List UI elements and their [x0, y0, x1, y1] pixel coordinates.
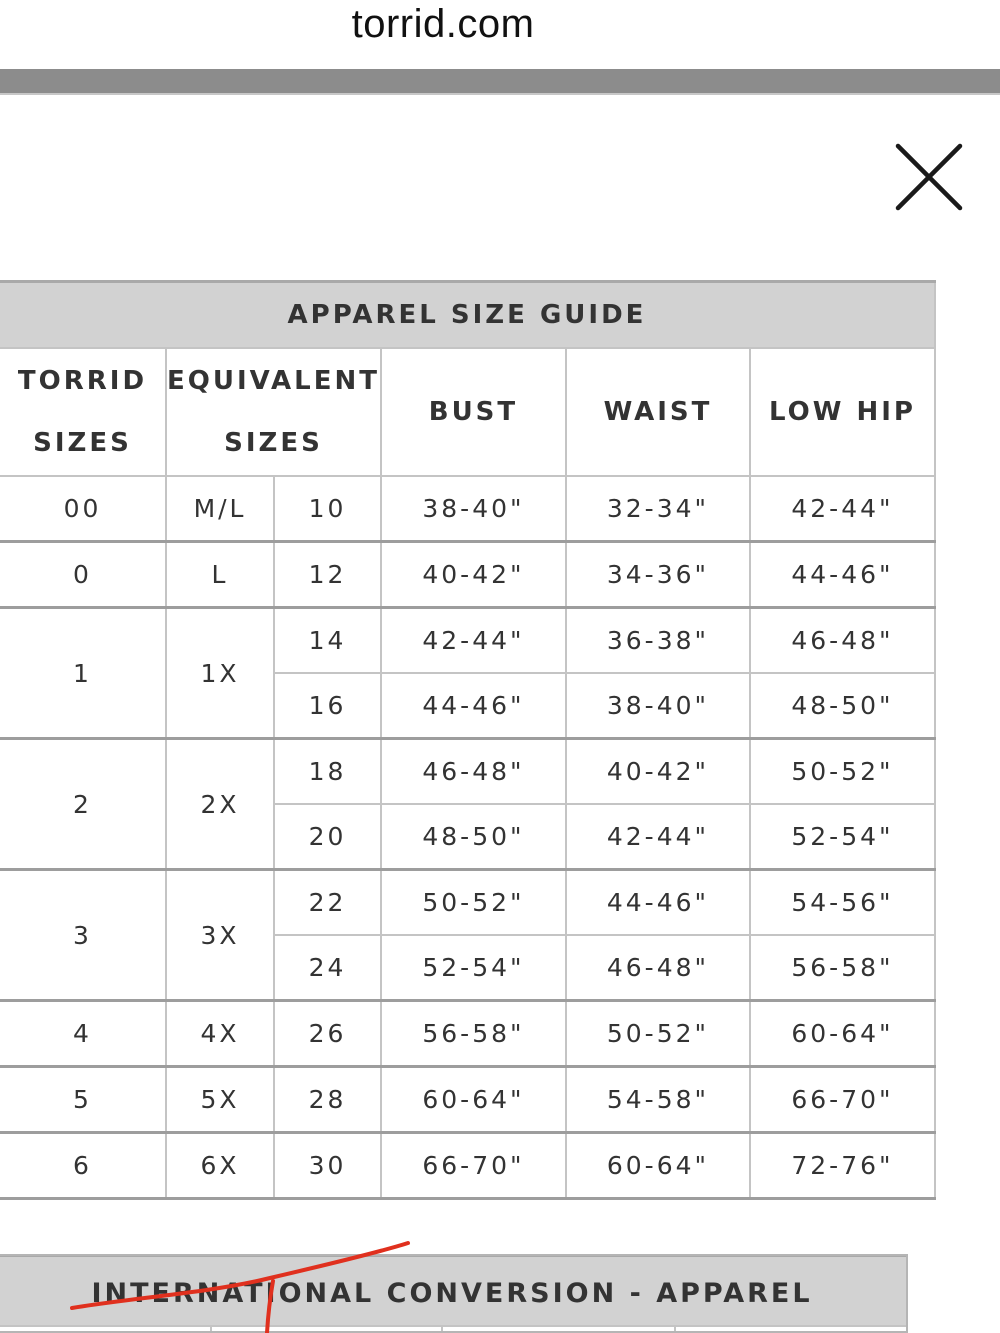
- low-hip-cell: 60-64": [750, 1001, 935, 1067]
- alpha-size-cell: 3X: [166, 870, 274, 1001]
- numeric-size-cell: 20: [274, 804, 381, 870]
- alpha-size-cell: 1X: [166, 608, 274, 739]
- torrid-size-cell: 2: [0, 739, 166, 870]
- waist-cell: 44-46": [566, 870, 750, 936]
- alpha-size-cell: 2X: [166, 739, 274, 870]
- low-hip-cell: 44-46": [750, 542, 935, 608]
- low-hip-cell: 50-52": [750, 739, 935, 805]
- low-hip-cell: 52-54": [750, 804, 935, 870]
- waist-cell: 40-42": [566, 739, 750, 805]
- table-row: [0, 1001, 935, 1067]
- torrid-size-cell: 3: [0, 870, 166, 1001]
- alpha-size-cell: 5X: [166, 1067, 274, 1133]
- bust-cell: 44-46": [381, 673, 566, 739]
- waist-cell: 50-52": [566, 1001, 750, 1067]
- header-equivalent-sizes: EQUIVALENT SIZES: [166, 348, 381, 476]
- torrid-size-cell: 0: [0, 542, 166, 608]
- low-hip-cell: 54-56": [750, 870, 935, 936]
- international-conversion-title: INTERNATIONAL CONVERSION - APPAREL: [0, 1256, 906, 1325]
- torrid-size-cell: 5: [0, 1067, 166, 1133]
- url-text: torrid.com: [351, 2, 535, 46]
- numeric-size-cell: 12: [274, 542, 381, 608]
- waist-cell: 42-44": [566, 804, 750, 870]
- size-guide-title: APPAREL SIZE GUIDE: [0, 282, 935, 349]
- waist-cell: 38-40": [566, 673, 750, 739]
- table-row: [0, 870, 935, 936]
- numeric-size-cell: 28: [274, 1067, 381, 1133]
- bust-cell: 42-44": [381, 608, 566, 674]
- bust-cell: 40-42": [381, 542, 566, 608]
- waist-cell: 36-38": [566, 608, 750, 674]
- alpha-size-cell: 6X: [166, 1133, 274, 1199]
- numeric-size-cell: 18: [274, 739, 381, 805]
- header-low-hip: LOW HIP: [750, 348, 935, 476]
- bust-cell: 48-50": [381, 804, 566, 870]
- low-hip-cell: 46-48": [750, 608, 935, 674]
- torrid-size-cell: 00: [0, 476, 166, 542]
- numeric-size-cell: 24: [274, 935, 381, 1001]
- bust-cell: 50-52": [381, 870, 566, 936]
- apparel-size-guide-table: [0, 280, 936, 1200]
- alpha-size-cell: L: [166, 542, 274, 608]
- numeric-size-cell: 26: [274, 1001, 381, 1067]
- bust-cell: 46-48": [381, 739, 566, 805]
- numeric-size-cell: 30: [274, 1133, 381, 1199]
- alpha-size-cell: M/L: [166, 476, 274, 542]
- close-icon: [893, 141, 965, 213]
- table-row: [0, 542, 935, 608]
- bust-cell: 52-54": [381, 935, 566, 1001]
- header-divider: [0, 69, 1000, 95]
- table-row: [0, 476, 935, 542]
- waist-cell: 54-58": [566, 1067, 750, 1133]
- bust-cell: 60-64": [381, 1067, 566, 1133]
- header-bust: BUST: [381, 348, 566, 476]
- numeric-size-cell: 16: [274, 673, 381, 739]
- torrid-size-cell: 1: [0, 608, 166, 739]
- low-hip-cell: 56-58": [750, 935, 935, 1001]
- torrid-size-cell: 6: [0, 1133, 166, 1199]
- header-waist: WAIST: [566, 348, 750, 476]
- waist-cell: 60-64": [566, 1133, 750, 1199]
- low-hip-cell: 48-50": [750, 673, 935, 739]
- waist-cell: 32-34": [566, 476, 750, 542]
- browser-url-bar[interactable]: [0, 0, 1000, 52]
- numeric-size-cell: 10: [274, 476, 381, 542]
- international-conversion-table: [0, 1254, 908, 1333]
- low-hip-cell: 42-44": [750, 476, 935, 542]
- table-row: [0, 1133, 935, 1199]
- numeric-size-cell: 22: [274, 870, 381, 936]
- bust-cell: 56-58": [381, 1001, 566, 1067]
- table-row: [0, 1067, 935, 1133]
- international-header-cells: [0, 1325, 906, 1333]
- alpha-size-cell: 4X: [166, 1001, 274, 1067]
- column-divider: [210, 1327, 212, 1333]
- table-row: [0, 608, 935, 674]
- low-hip-cell: 66-70": [750, 1067, 935, 1133]
- table-row: [0, 739, 935, 805]
- header-torrid-sizes: TORRID SIZES: [0, 348, 166, 476]
- torrid-size-cell: 4: [0, 1001, 166, 1067]
- column-divider: [441, 1327, 443, 1333]
- close-button[interactable]: [893, 141, 965, 213]
- bust-cell: 38-40": [381, 476, 566, 542]
- numeric-size-cell: 14: [274, 608, 381, 674]
- waist-cell: 46-48": [566, 935, 750, 1001]
- bust-cell: 66-70": [381, 1133, 566, 1199]
- column-divider: [674, 1327, 676, 1333]
- low-hip-cell: 72-76": [750, 1133, 935, 1199]
- waist-cell: 34-36": [566, 542, 750, 608]
